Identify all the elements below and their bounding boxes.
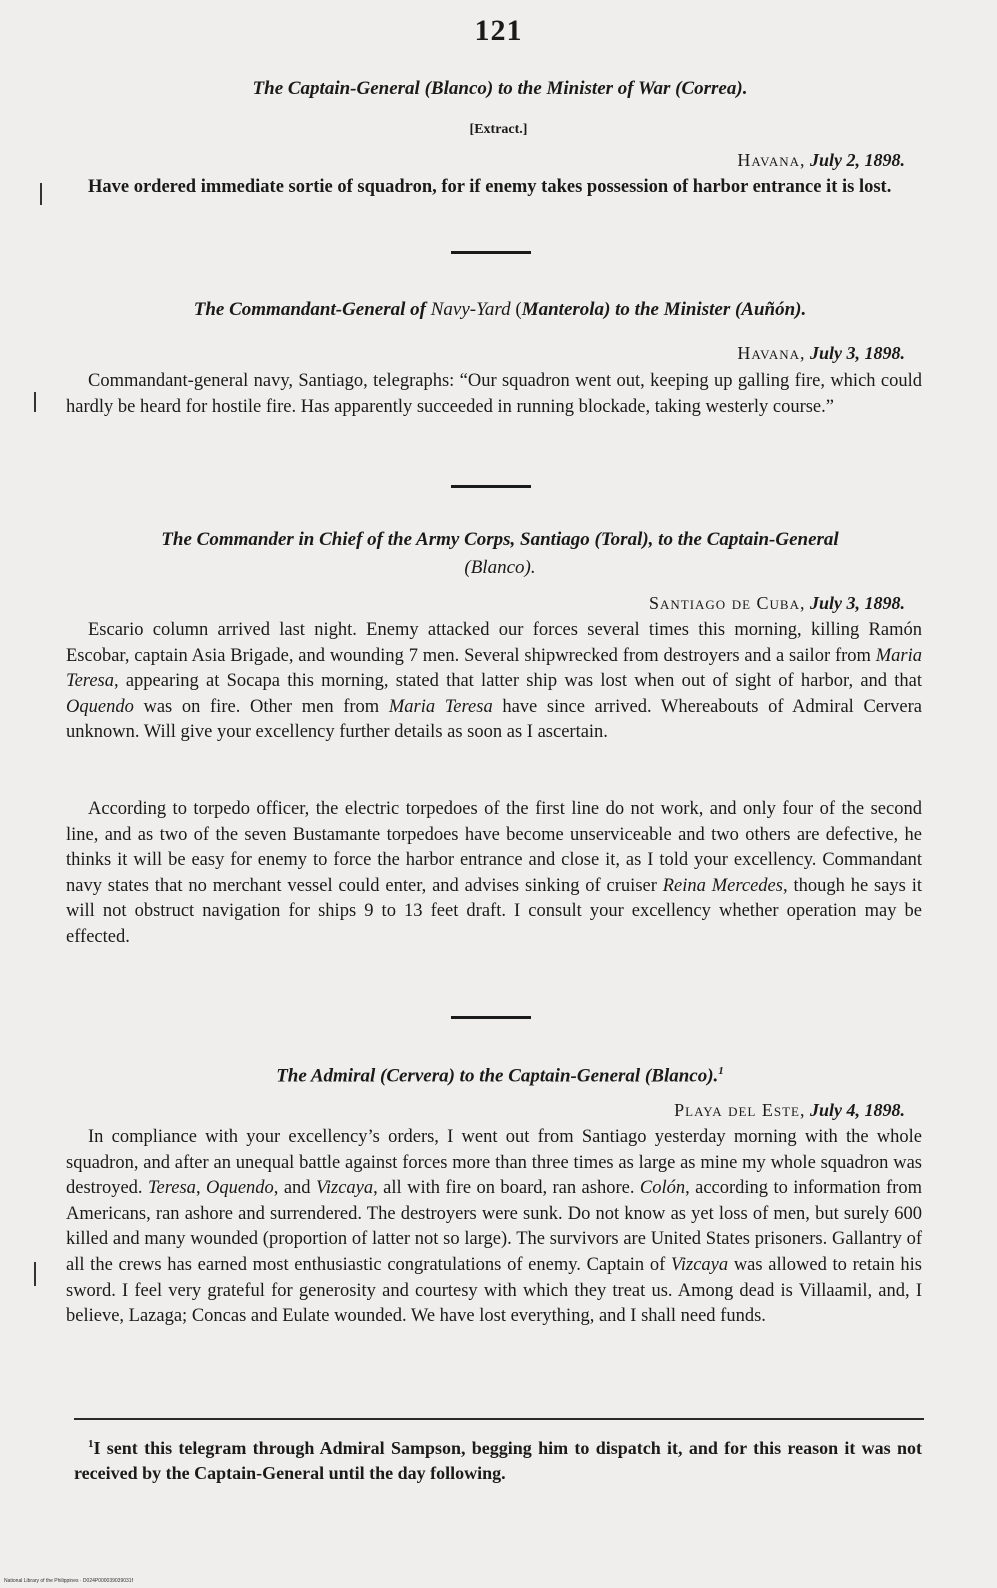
footnote [74,1432,922,1486]
section-4-body [66,1125,922,1330]
margin-mark [34,392,36,412]
footnote-rule [74,1418,924,1420]
extract-label: [Extract.] [469,122,528,137]
body-text: have since arrived. Whereabouts of Admiral Cervera unknown. Will give your excellency further details as soon as I ascertain. [66,696,922,743]
heading-text: ). [736,78,748,99]
heading-name: Blanco [651,1065,708,1087]
body-text: Have ordered immediate sortie of squadron, for if enemy takes possession of harbor entrance it is lost. [88,177,892,197]
dateline-place: Playa del Este, [674,1100,806,1120]
footnote-reference: 1 [718,1065,724,1077]
ship-name: Teresa [147,1178,196,1199]
section-divider [451,1016,531,1019]
section-3-heading [70,526,930,582]
section-3-body-b [66,797,922,951]
body-text: was allowed to retain his sword. I feel very grateful for generosity and courtesy with which they treat us. Among dead is Villaamil, and, I believe, Lazaga; Concas and Eulate wounded. We have lost everything, and I shall need funds. [66,1254,922,1327]
heading-text: The Commander in Chief of the Army Corps, Santiago ( [161,529,601,550]
body-text: In compliance with your excellency’s orders, I went out from Santiago yesterday morning with the whole squadron, and after an unequal battle against forces more than three times as large as mine my whole squadron was destroyed. [66,1127,922,1199]
margin-mark [40,183,42,205]
ship-name: Maria Teresa [66,645,922,692]
section-divider [451,251,531,254]
heading-text: ( [510,299,522,320]
section-3-dateline [649,593,905,614]
section-4-heading [70,1057,930,1090]
dateline-date: July 4, 1898. [809,1100,905,1120]
footnote-mark: 1 [88,1438,94,1450]
heading-text: ). [795,299,807,320]
heading-name: Blanco [430,78,487,99]
heading-name: Correa [681,78,737,99]
ship-name: Colón [639,1178,686,1199]
margin-mark [34,1262,36,1286]
body-text: , all with fire on board, ran ashore. [373,1178,640,1199]
ship-name: Oquendo [205,1178,274,1199]
section-2-heading [70,296,930,324]
footnote-text: I sent this telegram through Admiral Sampson, begging him to dispatch it, and for this reason it was not received by the Captain-General until the day following. [74,1438,922,1483]
body-text: According to torpedo officer, the electric torpedoes of the first line do not work, and only four of the second line, and as two of the seven Bustamante torpedoes have become unserviceable and two others are defective, he thinks it will be easy for enemy to force the harbor entrance and close it, as I told your excellency. Commandant navy states that no merchant vessel could enter, and advises sinking of cruiser [66,799,922,896]
heading-text: The Commandant-General of [193,299,431,320]
body-text: , appearing at Socapa this morning, stated that latter ship was lost when out of sight of harbor, and that [113,671,922,692]
body-text: was on fire. Other men from [133,696,389,717]
body-text: , according to information from Americans, ran ashore and surrendered. The destroyers were sunk. Do not know as yet loss of men, but surely 600 killed and many wounded (proportion of latter not so large). The survivors are United States prisoners. Gallantry of all the crews has earned most enthusiastic congratulations of enemy. Captain of [66,1178,922,1275]
dateline-date: July 2, 1898. [809,150,905,170]
section-4-dateline [674,1100,905,1121]
heading-name: Manterola [521,299,605,320]
dateline-place: Havana, [737,150,806,170]
page-number: 121 [474,14,523,47]
ship-name: Vizcaya [670,1254,729,1275]
heading-text: ) to the Captain-General ( [448,1065,652,1087]
section-divider [451,485,531,488]
heading-text: The Admiral ( [276,1065,387,1087]
section-3-body-a [66,618,922,746]
heading-name: Auñón [741,299,796,320]
dateline-date: July 3, 1898. [809,343,905,363]
ship-name: Oquendo [66,696,134,717]
body-text: , [195,1178,206,1199]
ship-name: Reina Mercedes [662,875,783,896]
section-1-body [66,175,922,201]
body-text: , and [273,1178,316,1199]
heading-name: Cervera [386,1065,449,1087]
heading-text: ). [707,1065,719,1087]
dateline-place: Havana, [737,343,806,363]
dateline-date: July 3, 1898. [809,593,905,613]
section-1-dateline [737,150,905,171]
body-text: Escario column arrived last night. Enemy attacked our forces several times this morning, killing Ramón Escobar, captain Asia Brigade, and wounding 7 men. Several shipwrecked from destroyers and a sailor from [66,620,922,666]
body-text: Commandant-general navy, Santiago, telegraphs: “Our squadron went out, keeping up galling fire, which could hardly be heard for hostile fire. Has apparently succeeded in running blockade, taking westerly course.” [66,371,922,417]
ship-name: Maria Teresa [388,696,493,717]
heading-text: ) to the Minister of War ( [486,78,682,99]
heading-text: Navy-Yard [430,299,511,320]
ship-name: Vizcaya [315,1178,374,1199]
heading-text: ), to the Captain-General [642,529,839,550]
section-2-body [66,369,922,420]
body-text: , though he says it will not obstruct navigation for ships 9 to 13 feet draft. I consult your excellency whether operation may be effected. [66,875,922,947]
heading-text: ) to the Minister ( [604,299,742,320]
section-1-heading [70,75,930,103]
heading-name: Toral [600,529,643,550]
heading-text: The Captain-General ( [252,78,431,99]
scan-label: National Library of the Philippines · D024P000039039031f [4,1578,133,1584]
dateline-place: Santiago de Cuba, [648,593,806,613]
heading-text: (Blanco). [464,557,536,578]
section-2-dateline [737,343,905,364]
